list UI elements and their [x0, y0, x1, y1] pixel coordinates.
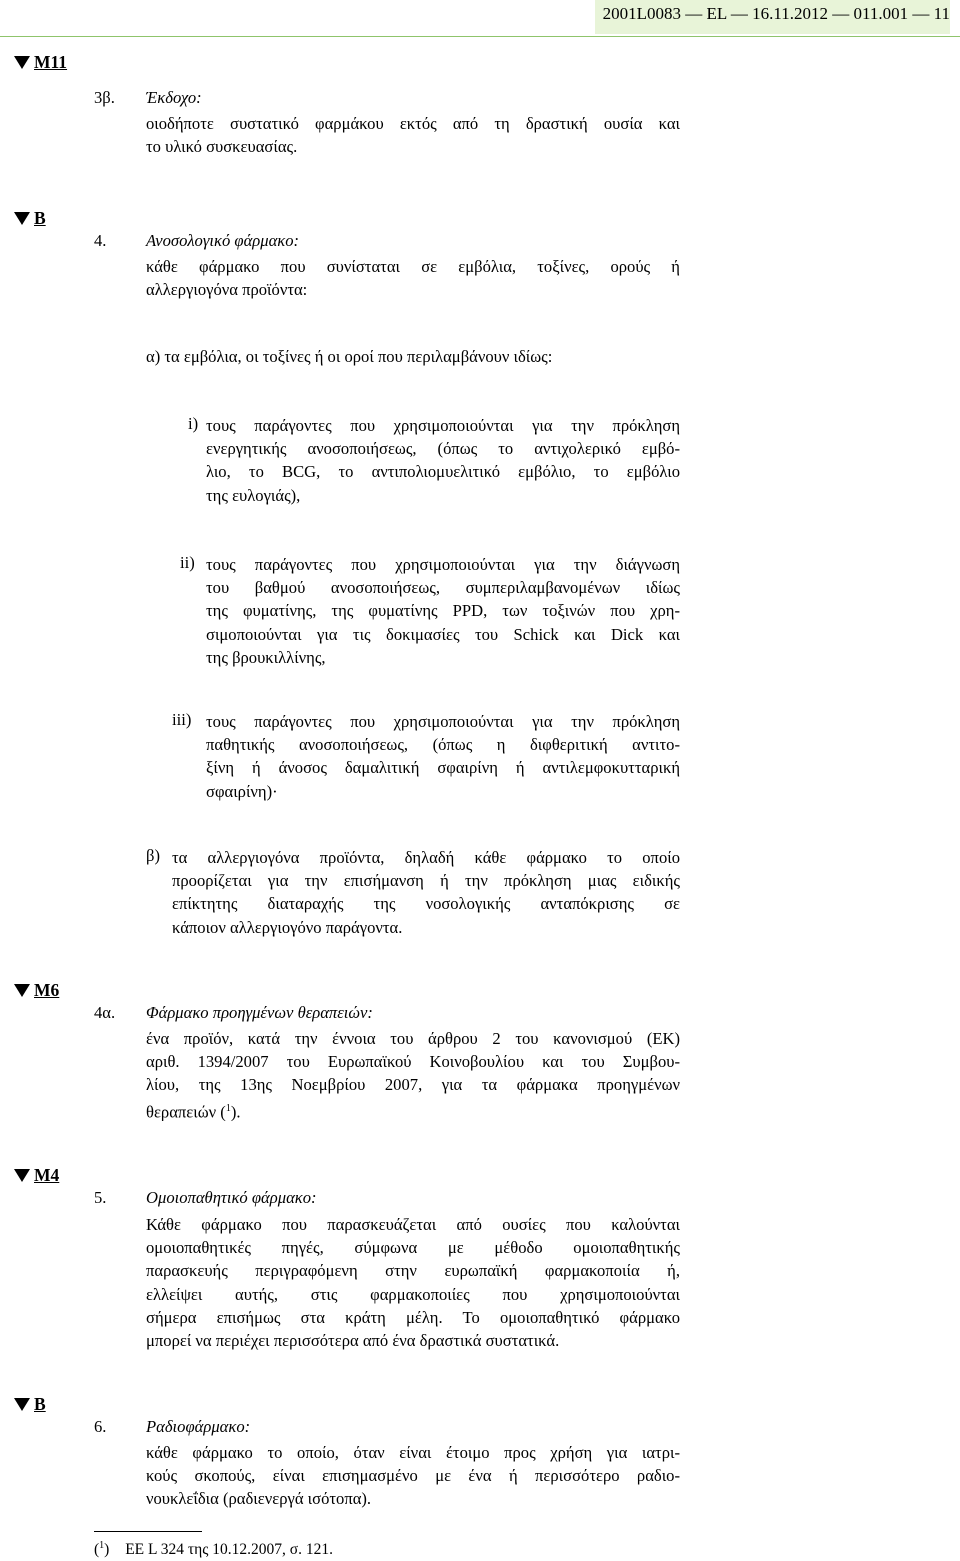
section-4a-number: 4α.	[94, 1003, 116, 1022]
text-line: της ευλογιάς),	[206, 485, 301, 505]
text-line: κούς σκοπούς, είναι επισημασμένο με ένα ή περισσότερο ραδιο-	[146, 1466, 680, 1486]
footnote-number: 1	[99, 1540, 105, 1551]
footnote-bracket: )	[104, 1541, 110, 1559]
text-line: λίου, της 13ης Νοεμβρίου 2007, για τα φάρμακα προηγμένων	[146, 1075, 680, 1095]
section-4a-term: Φάρμακο προηγμένων θεραπειών:	[146, 1003, 373, 1022]
item-i-number: i)	[188, 414, 199, 433]
text-line: τους παράγοντες που χρησιμοποιούνται για την διάγνωση	[206, 555, 680, 574]
amendment-marker-b[interactable]	[14, 1394, 46, 1415]
text-line: παρασκευής περιγραφόμενη στην ευρωπαϊκή φαρμακοποιία ή,	[146, 1261, 680, 1281]
triangle-down-icon	[14, 1169, 30, 1182]
text-line-with-footnote	[146, 1097, 680, 1124]
item-b-number: β)	[146, 846, 160, 865]
amendment-marker-m6[interactable]	[14, 980, 59, 1001]
footnote	[94, 1540, 333, 1559]
amendment-marker-m11[interactable]	[14, 52, 67, 73]
text-line: ελλείψει αυτής, στις φαρμακοποιίες που χρησιμοποιούνται	[146, 1284, 680, 1304]
item-iii-text	[206, 710, 680, 803]
text-line: προορίζεται για την επισήμανση ή την πρόκληση μιας ειδικής	[172, 871, 680, 891]
section-6-term: Ραδιοφάρμακο:	[146, 1417, 251, 1436]
section-3b-number: 3β.	[94, 88, 115, 107]
text-line: της φυματίνης, της φυματίνης PPD, των τοξινών που χρη-	[206, 601, 680, 621]
text-line: τους παράγοντες που χρησιμοποιούνται για την πρόκληση	[206, 416, 680, 435]
text-line: Κάθε φάρμακο που παρασκευάζεται από ουσίες που καλούνται	[146, 1215, 680, 1234]
text-line: κάθε φάρμακο που συνίσταται σε εμβόλια, τοξίνες, ορούς ή	[146, 257, 680, 276]
text-line: σφαιρίνη)·	[206, 781, 278, 801]
footnote-reference[interactable]: 1	[225, 1102, 231, 1114]
text-line: παθητικής ανοσοποιήσεως, (όπως η διφθεριτική αντιτο-	[206, 735, 680, 755]
text-line: της βρουκιλλίνης,	[206, 647, 326, 667]
text-line: μπορεί να περιέχει περισσότερα από ένα δραστικά συστατικά.	[146, 1331, 560, 1351]
marker-code: B	[34, 1394, 46, 1414]
section-4-number: 4.	[94, 231, 107, 250]
text-line: ένα προϊόν, κατά την έννοια του άρθρου 2 του κανονισμού (ΕΚ)	[146, 1029, 680, 1048]
text-fragment: θεραπειών (	[146, 1102, 226, 1122]
marker-code: M11	[34, 52, 68, 72]
header-divider	[0, 36, 960, 37]
text-line: το υλικό συσκευασίας.	[146, 137, 298, 157]
text-line: κάθε φάρμακο το οποίο, όταν είναι έτοιμο προς χρήση για ιατρι-	[146, 1443, 680, 1462]
footnote-text: ΕΕ L 324 της 10.12.2007, σ. 121.	[125, 1541, 334, 1559]
text-line: κάποιον αλλεργιογόνο παράγοντα.	[172, 917, 403, 937]
item-ii-number: ii)	[180, 553, 195, 572]
triangle-down-icon	[14, 56, 30, 69]
section-6-definition	[146, 1441, 680, 1511]
text-line: επίκτητης διαταραχής της νοσολογικής ανταπόκρισης σε	[172, 894, 680, 914]
text-line: αλλεργιογόνα προϊόντα:	[146, 280, 308, 300]
item-b-text	[172, 846, 680, 939]
text-line: οιοδήποτε συστατικό φαρμάκου εκτός από τη δραστική ουσία και	[146, 114, 680, 133]
text-line: τα αλλεργιογόνα προϊόντα, δηλαδή κάθε φάρμακο το οποίο	[172, 848, 680, 867]
item-iii-number: iii)	[172, 710, 192, 729]
text-line: ομοιοπαθητικές πηγές, σύμφωνα με μέθοδο ομοιοπαθητικής	[146, 1238, 680, 1258]
marker-code: M6	[34, 980, 60, 1000]
text-line: αριθ. 1394/2007 του Ευρωπαϊκού Κοινοβουλίου και του Συμβου-	[146, 1052, 680, 1072]
item-ii-text	[206, 553, 680, 669]
marker-code: M4	[34, 1165, 60, 1185]
text-line: νουκλεΐδια (ραδιενεργά ισότοπα).	[146, 1489, 372, 1509]
section-6-number: 6.	[94, 1417, 107, 1436]
triangle-down-icon	[14, 212, 30, 225]
section-3b-definition	[146, 112, 680, 158]
section-5-number: 5.	[94, 1188, 107, 1207]
amendment-marker-b[interactable]	[14, 208, 46, 229]
item-a-text: α) τα εμβόλια, οι τοξίνες ή οι οροί που περιλαμβάνουν ιδίως:	[146, 347, 553, 366]
document-header: 2001L0083 — EL — 16.11.2012 — 011.001 — 11	[595, 0, 950, 34]
item-i-text	[206, 414, 680, 507]
text-fragment: ).	[230, 1102, 241, 1122]
marker-code: B	[34, 208, 46, 228]
section-5-definition	[146, 1213, 680, 1352]
section-4a-definition	[146, 1027, 680, 1123]
text-line: του βαθμού ανοσοποιήσεως, συμπεριλαμβανομένων ιδίως	[206, 578, 680, 598]
text-line: ενεργητικής ανοσοποιήσεως, (όπως το αντιχολερικό εμβό-	[206, 439, 680, 459]
section-4-term: Ανοσολογικό φάρμακο:	[146, 231, 300, 250]
section-4-definition	[146, 255, 680, 301]
text-line: ξίνη ή άνοσος δαμαλιτική σφαιρίνη ή αντιλεμφοκυτταρική	[206, 758, 680, 778]
triangle-down-icon	[14, 984, 30, 997]
section-3b-term: Έκδοχο:	[146, 88, 202, 107]
footnote-divider	[94, 1531, 202, 1532]
footnote-bracket: (	[94, 1541, 100, 1559]
triangle-down-icon	[14, 1398, 30, 1411]
text-line: τους παράγοντες που χρησιμοποιούνται για την πρόκληση	[206, 712, 680, 731]
text-line: λιο, το BCG, το αντιπολιομυελιτικό εμβόλιο, το εμβόλιο	[206, 462, 680, 482]
text-line: σήμερα επισήμως στα κράτη μέλη. Το ομοιοπαθητικό φάρμακο	[146, 1307, 680, 1327]
amendment-marker-m4[interactable]	[14, 1165, 59, 1186]
text-line: σιμοποιούνται για τις δοκιμασίες του Schick και Dick και	[206, 624, 680, 644]
section-5-term: Ομοιοπαθητικό φάρμακο:	[146, 1188, 317, 1207]
